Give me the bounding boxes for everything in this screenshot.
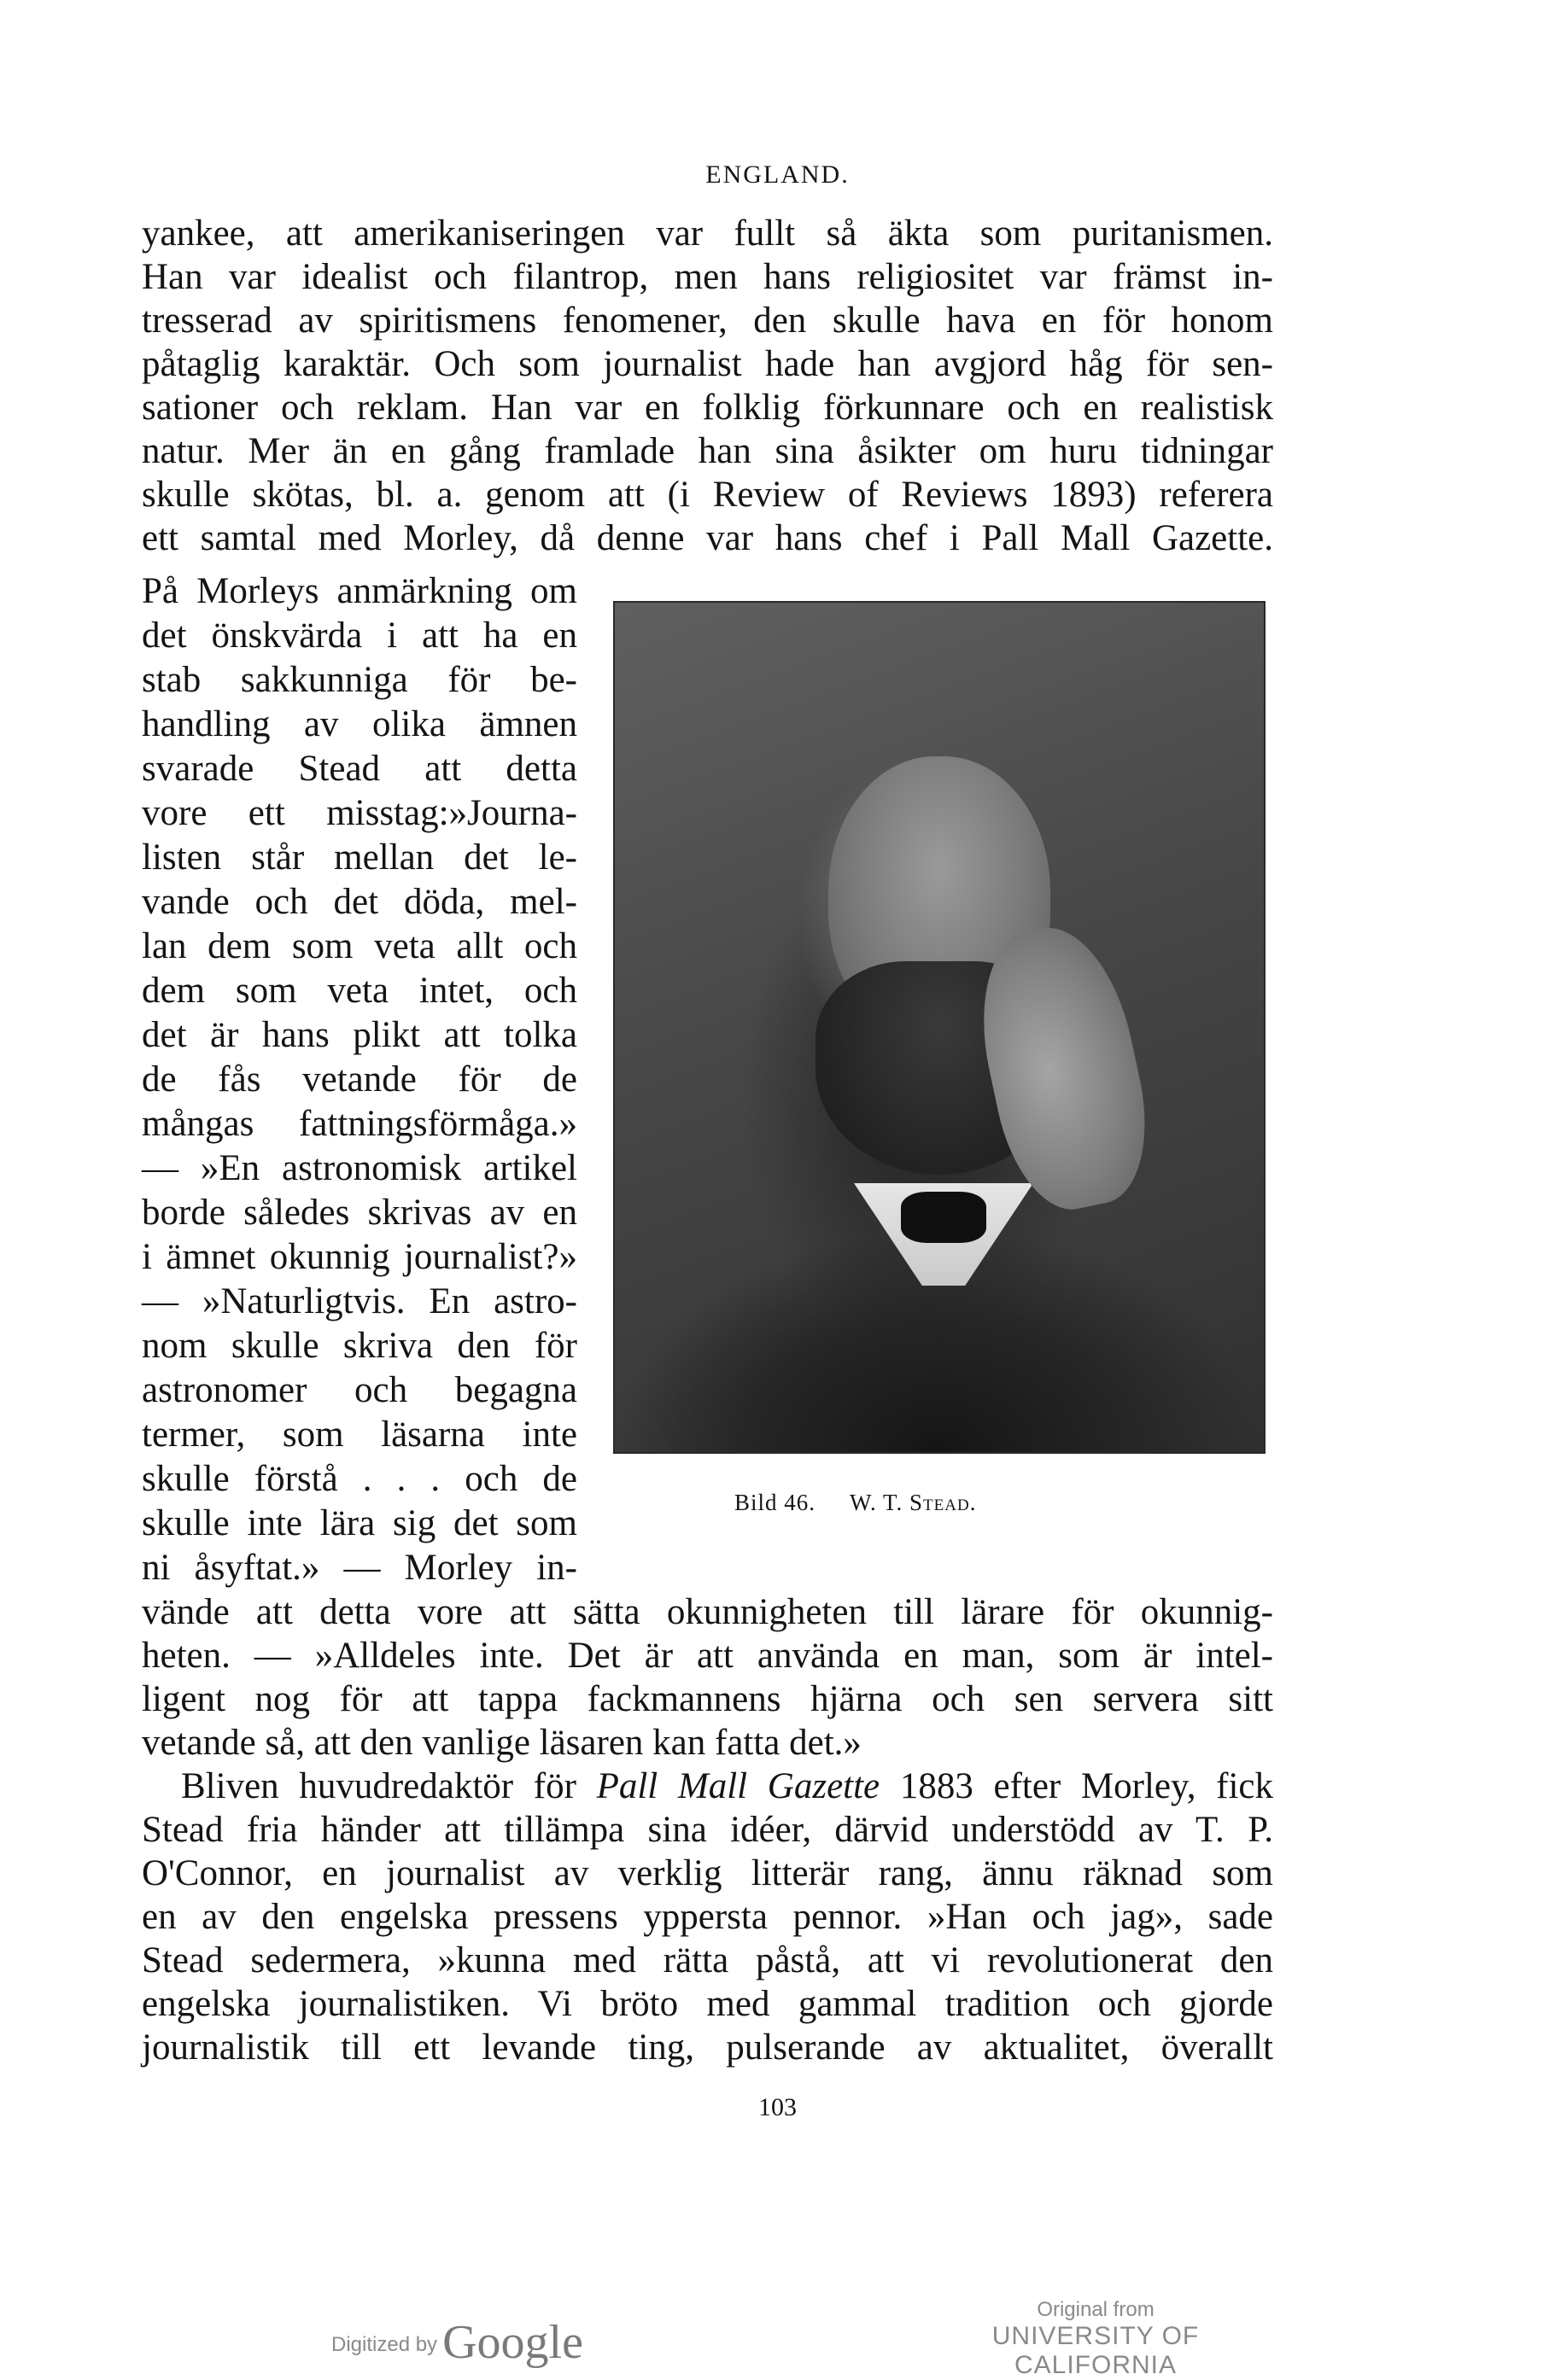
portrait-photo <box>613 601 1266 1454</box>
text-line: handling av olika ämnen <box>142 704 577 744</box>
text-line: vande och det döda, mel- <box>142 882 577 922</box>
text-line: yankee, att amerikaniseringen var fullt så äkta som puritanismen. <box>142 213 1273 254</box>
text-line: stab sakkunniga för be- <box>142 660 577 700</box>
text-line: nom skulle skriva den för <box>142 1326 577 1366</box>
digitized-by-label: Digitized by <box>331 2333 438 2356</box>
text-line: borde således skrivas av en <box>142 1193 577 1233</box>
text-line: skulle skötas, bl. a. genom att (i Review of Reviews 1893) referera <box>142 475 1273 515</box>
figure-number: Bild 46. <box>734 1490 816 1515</box>
google-logo: Google <box>442 2316 583 2369</box>
text-line: Bliven huvudredaktör för Pall Mall Gazette 1883 efter Morley, fick <box>181 1766 1273 1806</box>
text-line: Han var idealist och filantrop, men hans religiositet var främst in- <box>142 257 1273 297</box>
text-line: i ämnet okunnig journalist?» <box>142 1237 577 1277</box>
text-line: Stead sedermera, »kunna med rätta påstå, att vi revolutionerat den <box>142 1940 1273 1980</box>
text-line: svarade Stead att detta <box>142 749 577 789</box>
text-line: dem som veta intet, och <box>142 971 577 1011</box>
institution-name: UNIVERSITY OF CALIFORNIA <box>991 2322 1200 2379</box>
portrait-tie <box>901 1192 986 1243</box>
text-line: — »Naturligtvis. En astro- <box>142 1281 577 1321</box>
text-line: mångas fattningsförmåga.» <box>142 1104 577 1144</box>
page-number: 103 <box>758 2093 797 2121</box>
text-line: skulle förstå . . . och de <box>142 1459 577 1499</box>
text-line: ni åsyftat.» — Morley in- <box>142 1548 577 1588</box>
publication-title: Pall Mall Gazette <box>596 1766 880 1806</box>
text-line: det är hans plikt att tolka <box>142 1015 577 1055</box>
original-from-watermark <box>946 2298 1245 2380</box>
text-line: natur. Mer än en gång framlade han sina åsikter om huru tidningar <box>142 431 1273 471</box>
digitized-by-watermark <box>331 2315 583 2370</box>
text-line: en av den engelska pressens yppersta pennor. »Han och jag», sade <box>142 1897 1273 1937</box>
text-line: heten. — »Alldeles inte. Det är att använda en man, som är intel- <box>142 1636 1273 1676</box>
text-line: tresserad av spiritismens fenomener, den skulle hava en för honom <box>142 300 1273 341</box>
text-line: journalistik till ett levande ting, pulserande av aktualitet, överallt <box>142 2027 1273 2068</box>
text-line: lan dem som veta allt och <box>142 926 577 966</box>
text-line: det önskvärda i att ha en <box>142 615 577 656</box>
original-from-label: Original from <box>1037 2298 1155 2321</box>
text-line: påtaglig karaktär. Och som journalist hade han avgjord håg för sen- <box>142 344 1273 384</box>
running-header: ENGLAND. <box>705 160 850 189</box>
text-line: sationer och reklam. Han var en folklig förkunnare och en realistisk <box>142 388 1273 428</box>
text-line: termer, som läsarna inte <box>142 1415 577 1455</box>
text-line: skulle inte lära sig det som <box>142 1503 577 1543</box>
text-line: På Morleys anmärkning om <box>142 571 577 611</box>
text-line: — »En astronomisk artikel <box>142 1148 577 1188</box>
figure-caption <box>734 1490 976 1516</box>
text-line: ett samtal med Morley, då denne var hans chef i Pall Mall Gazette. <box>142 518 1273 558</box>
text-line: astronomer och begagna <box>142 1370 577 1410</box>
text-line: vetande så, att den vanlige läsaren kan fatta det.» <box>142 1723 862 1763</box>
text-line: vände att detta vore att sätta okunnigheten till lärare för okunnig- <box>142 1592 1273 1632</box>
text-line: listen står mellan det le- <box>142 837 577 878</box>
figure-subject: W. T. Stead. <box>850 1490 977 1515</box>
text-line: de fås vetande för de <box>142 1059 577 1100</box>
text-line: ligent nog för att tappa fackmannens hjärna och sen servera sitt <box>142 1679 1273 1719</box>
text-line: vore ett misstag:»Journa- <box>142 793 577 833</box>
text-line: O'Connor, en journalist av verklig litterär rang, ännu räknad som <box>142 1853 1273 1893</box>
text-line: Stead fria händer att tillämpa sina idéer, därvid understödd av T. P. <box>142 1810 1273 1850</box>
text-line: engelska journalistiken. Vi bröto med gammal tradition och gjorde <box>142 1984 1273 2024</box>
